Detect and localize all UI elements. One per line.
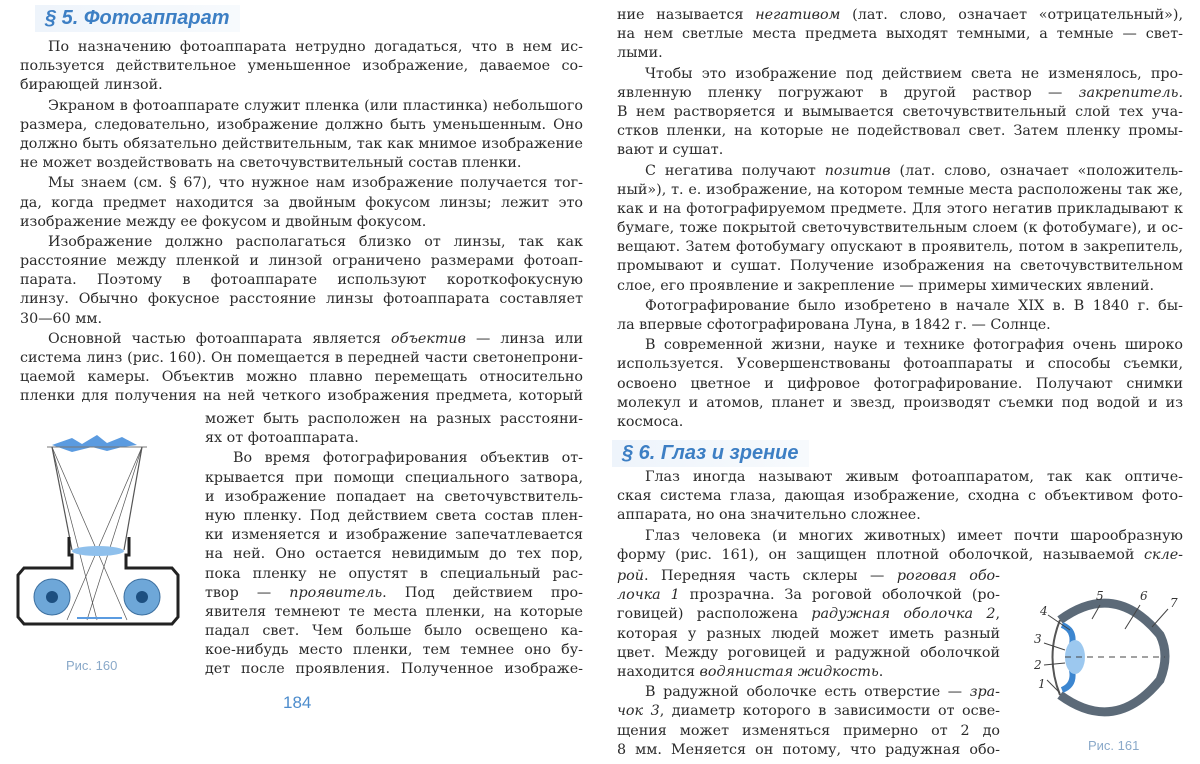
eye-section-wrapped-text — [617, 567, 1000, 761]
text-line: Фотографирование было изобретено в начале XIX в. В 1840 г. бы- — [645, 297, 1183, 314]
text-line: ную пленку. Под действием света состав плен- — [205, 507, 583, 524]
text-line — [20, 330, 583, 349]
text-line: молекул и атомов, планет и звезд, производят съемки под водой и из — [617, 394, 1183, 411]
text-line — [617, 663, 1000, 682]
text-line: лыми. — [617, 45, 663, 62]
text-segment: твор — — [205, 584, 290, 601]
eye-label-1: 1 — [1038, 677, 1046, 691]
text-line: пленки для получения на ней четкого изображения предмета, который — [20, 388, 583, 405]
text-line: космоса. — [617, 413, 684, 430]
text-segment: . — [878, 663, 884, 680]
left-column-text — [20, 38, 583, 408]
paragraph — [20, 38, 583, 96]
italic-term: зра- — [969, 684, 1000, 701]
text-line: освоено цветное и цифровое фотографирование. Получают снимки — [617, 375, 1183, 392]
text-line: 30—60 мм. — [20, 310, 103, 327]
text-line: бирающей линзой. — [20, 77, 163, 94]
text-line: вают и сушат. — [617, 142, 724, 159]
text-segment: (лат. слово, означает «положитель- — [890, 162, 1183, 179]
text-line: Во время фотографирования объектив от- — [233, 450, 583, 467]
text-line: цвет. Между роговицей и радужной оболочкой — [617, 644, 1000, 661]
paragraph — [205, 410, 583, 448]
text-line: изображение между ее фокусом и двойным фокусом. — [20, 213, 427, 230]
text-line: на нем светлые места предмета выходят темными, а темные — свет- — [617, 26, 1183, 43]
text-segment: . Передняя часть склеры — — [643, 568, 897, 584]
text-line: цаемой камеры. Объектив можно плавно перемещать относительно — [20, 369, 583, 386]
italic-term: рой — [617, 568, 644, 584]
section-6-title: § 6. Глаз и зрение — [612, 440, 809, 467]
text-segment: , — [995, 606, 1000, 623]
text-line: линзу. Обычно фокусное расстояние линзы фотоаппарата составляет — [20, 291, 583, 308]
text-line: Экраном в фотоаппарате служит пленка (или пластинка) небольшого — [48, 97, 583, 114]
text-segment: прозрачна. За роговой оболочкой (ро- — [679, 587, 1000, 604]
text-line: ки изменяется и изображение запечатлевается — [205, 527, 583, 544]
text-line: В нем растворяется и вымывается светочувствительный слой тех уча- — [617, 103, 1183, 120]
eye-label-6: 6 — [1140, 589, 1148, 603]
eye-label-7: 7 — [1170, 596, 1178, 610]
text-segment: говицей) расположена — [617, 606, 812, 623]
text-segment: ние называется — [617, 7, 756, 23]
paragraph — [617, 567, 1000, 682]
italic-term: лочка 1 — [617, 587, 680, 604]
text-line: слое, его проявление и закрепление — примеры химических явлений. — [617, 277, 1155, 294]
text-segment: — линза или — [465, 330, 583, 347]
italic-term: негативом — [755, 7, 841, 23]
text-line: ях от фотоаппарата. — [205, 430, 359, 447]
text-line: Чтобы это изображение под действием света не изменялось, про- — [645, 65, 1183, 82]
text-line: падал свет. Чем больше было освещено ка- — [205, 623, 583, 640]
text-line: дет после проявления. Полученное изображе- — [205, 661, 583, 678]
paragraph — [205, 449, 583, 679]
text-line: размера, следовательно, изображение должно быть уменьшенным. Оно — [20, 116, 583, 133]
italic-term: радужная оболочка 2 — [811, 606, 996, 623]
text-segment: В радужной оболочке есть отверстие — — [645, 684, 970, 701]
text-line: явителя темнеют те места пленки, на которые — [205, 603, 583, 620]
text-line: ный»), т. е. изображение, на котором темные места расположены так же, — [617, 181, 1183, 198]
text-line: как и на фотографируемом предмете. Для этого негатив прикладывают к — [617, 200, 1183, 217]
text-line — [617, 683, 1000, 702]
eye-label-4: 4 — [1040, 604, 1048, 618]
text-line: может быть расположен на разных расстояни- — [205, 411, 583, 427]
text-segment: Основной частью фотоаппарата является — [48, 330, 391, 347]
text-line: аппарата, но она значительно сложнее. — [617, 507, 921, 524]
italic-term: водянистая жидкость — [699, 663, 879, 680]
italic-term: закрепитель. — [1078, 84, 1183, 101]
object-arrow-icon — [52, 435, 137, 452]
paragraph — [20, 97, 583, 174]
text-line: и изображение попадает на светочувствитель- — [205, 488, 583, 505]
text-line: которая у разных людей может иметь разный — [617, 625, 1000, 642]
text-line: бумаге, тоже покрытой светочувствительным слоем (к фотобумаге), и ос- — [617, 220, 1183, 237]
eye-section-text — [617, 468, 1183, 566]
text-line: В современной жизни, науке и технике фотография очень широко — [645, 337, 1183, 354]
text-line: ская система глаза, дающая изображение, сходна с объективом фото- — [617, 488, 1183, 505]
paragraph — [617, 683, 1000, 760]
italic-term: объектив — [390, 330, 466, 347]
text-line: щения может изменяться примерно от 2 до — [617, 722, 1000, 739]
figure-160-camera-diagram — [12, 425, 182, 660]
text-line: промывают и сушат. Получение изображения на светочувствительном — [617, 258, 1183, 275]
right-column-text — [617, 6, 1183, 433]
text-segment: явленную пленку погружают в другой раствор — — [617, 84, 1079, 101]
text-line: кое-нибудь место пленки, тем темнее оно бу- — [205, 642, 583, 659]
text-line: Глаз иногда называют живым фотоаппаратом, так как оптиче- — [645, 469, 1183, 485]
text-line: крывается при помощи специального затвора, — [205, 469, 583, 486]
text-line: стков пленки, на которые не подействовал свет. Затем пленку промы- — [617, 123, 1183, 140]
text-line — [617, 605, 1000, 624]
text-line: вещают. Затем фотобумагу опускают в проявитель, потом в закрепитель, — [617, 239, 1183, 256]
paragraph — [20, 330, 583, 407]
text-line: Мы знаем (см. § 67), что нужное нам изображение получается тог- — [48, 175, 583, 192]
italic-term: позитив — [824, 162, 891, 179]
text-line: 8 мм. Меняется он потому, что радужная обо- — [617, 741, 1000, 758]
text-line — [617, 702, 1000, 721]
text-line: расстояние между пленкой и линзой ограничено размерами фотоап- — [20, 253, 583, 270]
italic-term: роговая обо- — [896, 568, 1000, 584]
text-line — [617, 546, 1183, 565]
left-column-wrapped-text — [205, 410, 583, 681]
text-segment: С негатива получают — [645, 162, 825, 179]
text-line: По назначению фотоаппарата нетрудно догадаться, что в нем ис- — [48, 39, 583, 55]
section-5-title: § 5. Фотоаппарат — [35, 5, 240, 32]
text-line: пока пленку не опустят в специальный рас- — [205, 565, 583, 582]
text-segment: находится — [617, 663, 700, 680]
text-line: система линз (рис. 160). Он помещается в передней части светонепрони- — [20, 350, 583, 366]
paragraph — [617, 468, 1183, 526]
paragraph — [617, 297, 1183, 335]
text-line — [617, 162, 1183, 181]
eye-label-2: 2 — [1034, 658, 1042, 672]
text-line: Изображение должно располагаться близко от линзы, так как — [48, 233, 583, 250]
figure-161-eye-diagram — [1020, 585, 1195, 735]
text-line — [205, 584, 583, 603]
text-line: Глаз человека (и многих животных) имеет почти шарообразную — [645, 527, 1183, 544]
text-line: не может воздействовать на светочувствительный состав пленки. — [20, 155, 522, 172]
text-line — [617, 586, 1000, 605]
text-line: парата. Поэтому в фотоаппарате используют короткофокусную — [20, 272, 583, 289]
paragraph — [617, 6, 1183, 64]
paragraph — [20, 174, 583, 232]
text-segment: форму (рис. 161), он защищен плотной оболочкой, называемой — [617, 546, 1145, 563]
text-line — [617, 6, 1183, 25]
italic-term: проявитель — [289, 584, 383, 601]
text-line — [617, 567, 1000, 586]
text-line: да, когда предмет находится за двойным фокусом линзы; лежит это — [20, 194, 583, 211]
page-number: 184 — [283, 693, 312, 712]
paragraph — [617, 162, 1183, 296]
eye-label-3: 3 — [1034, 632, 1042, 646]
italic-term: скле- — [1144, 546, 1183, 563]
paragraph — [617, 65, 1183, 161]
text-line: пользуется действительное уменьшенное изображение, даваемое со- — [20, 58, 583, 75]
text-segment: , диаметр которого в зависимости от осве- — [659, 703, 1000, 720]
text-line: используется. Усовершенствованы фотоаппараты и способы съемки, — [617, 356, 1183, 373]
figure-160-caption: Рис. 160 — [66, 658, 118, 673]
text-line: должно быть обязательно действительным, так как мнимое изображение — [20, 135, 583, 152]
figure-161-caption: Рис. 161 — [1088, 738, 1140, 753]
paragraph — [20, 233, 583, 329]
text-segment: . Под действием про- — [382, 584, 583, 601]
italic-term: чок 3 — [617, 703, 660, 720]
text-line: ла впервые сфотографирована Луна, в 1842 г. — Солнце. — [617, 317, 1051, 333]
text-segment: (лат. слово, означает «отрицательный»), — [840, 7, 1183, 23]
lens-icon — [72, 546, 124, 556]
eye-label-5: 5 — [1096, 589, 1104, 603]
paragraph — [617, 527, 1183, 565]
text-line — [617, 84, 1183, 103]
text-line: на ней. Оно остается невидимым до тех пор, — [205, 546, 583, 563]
paragraph — [617, 336, 1183, 432]
